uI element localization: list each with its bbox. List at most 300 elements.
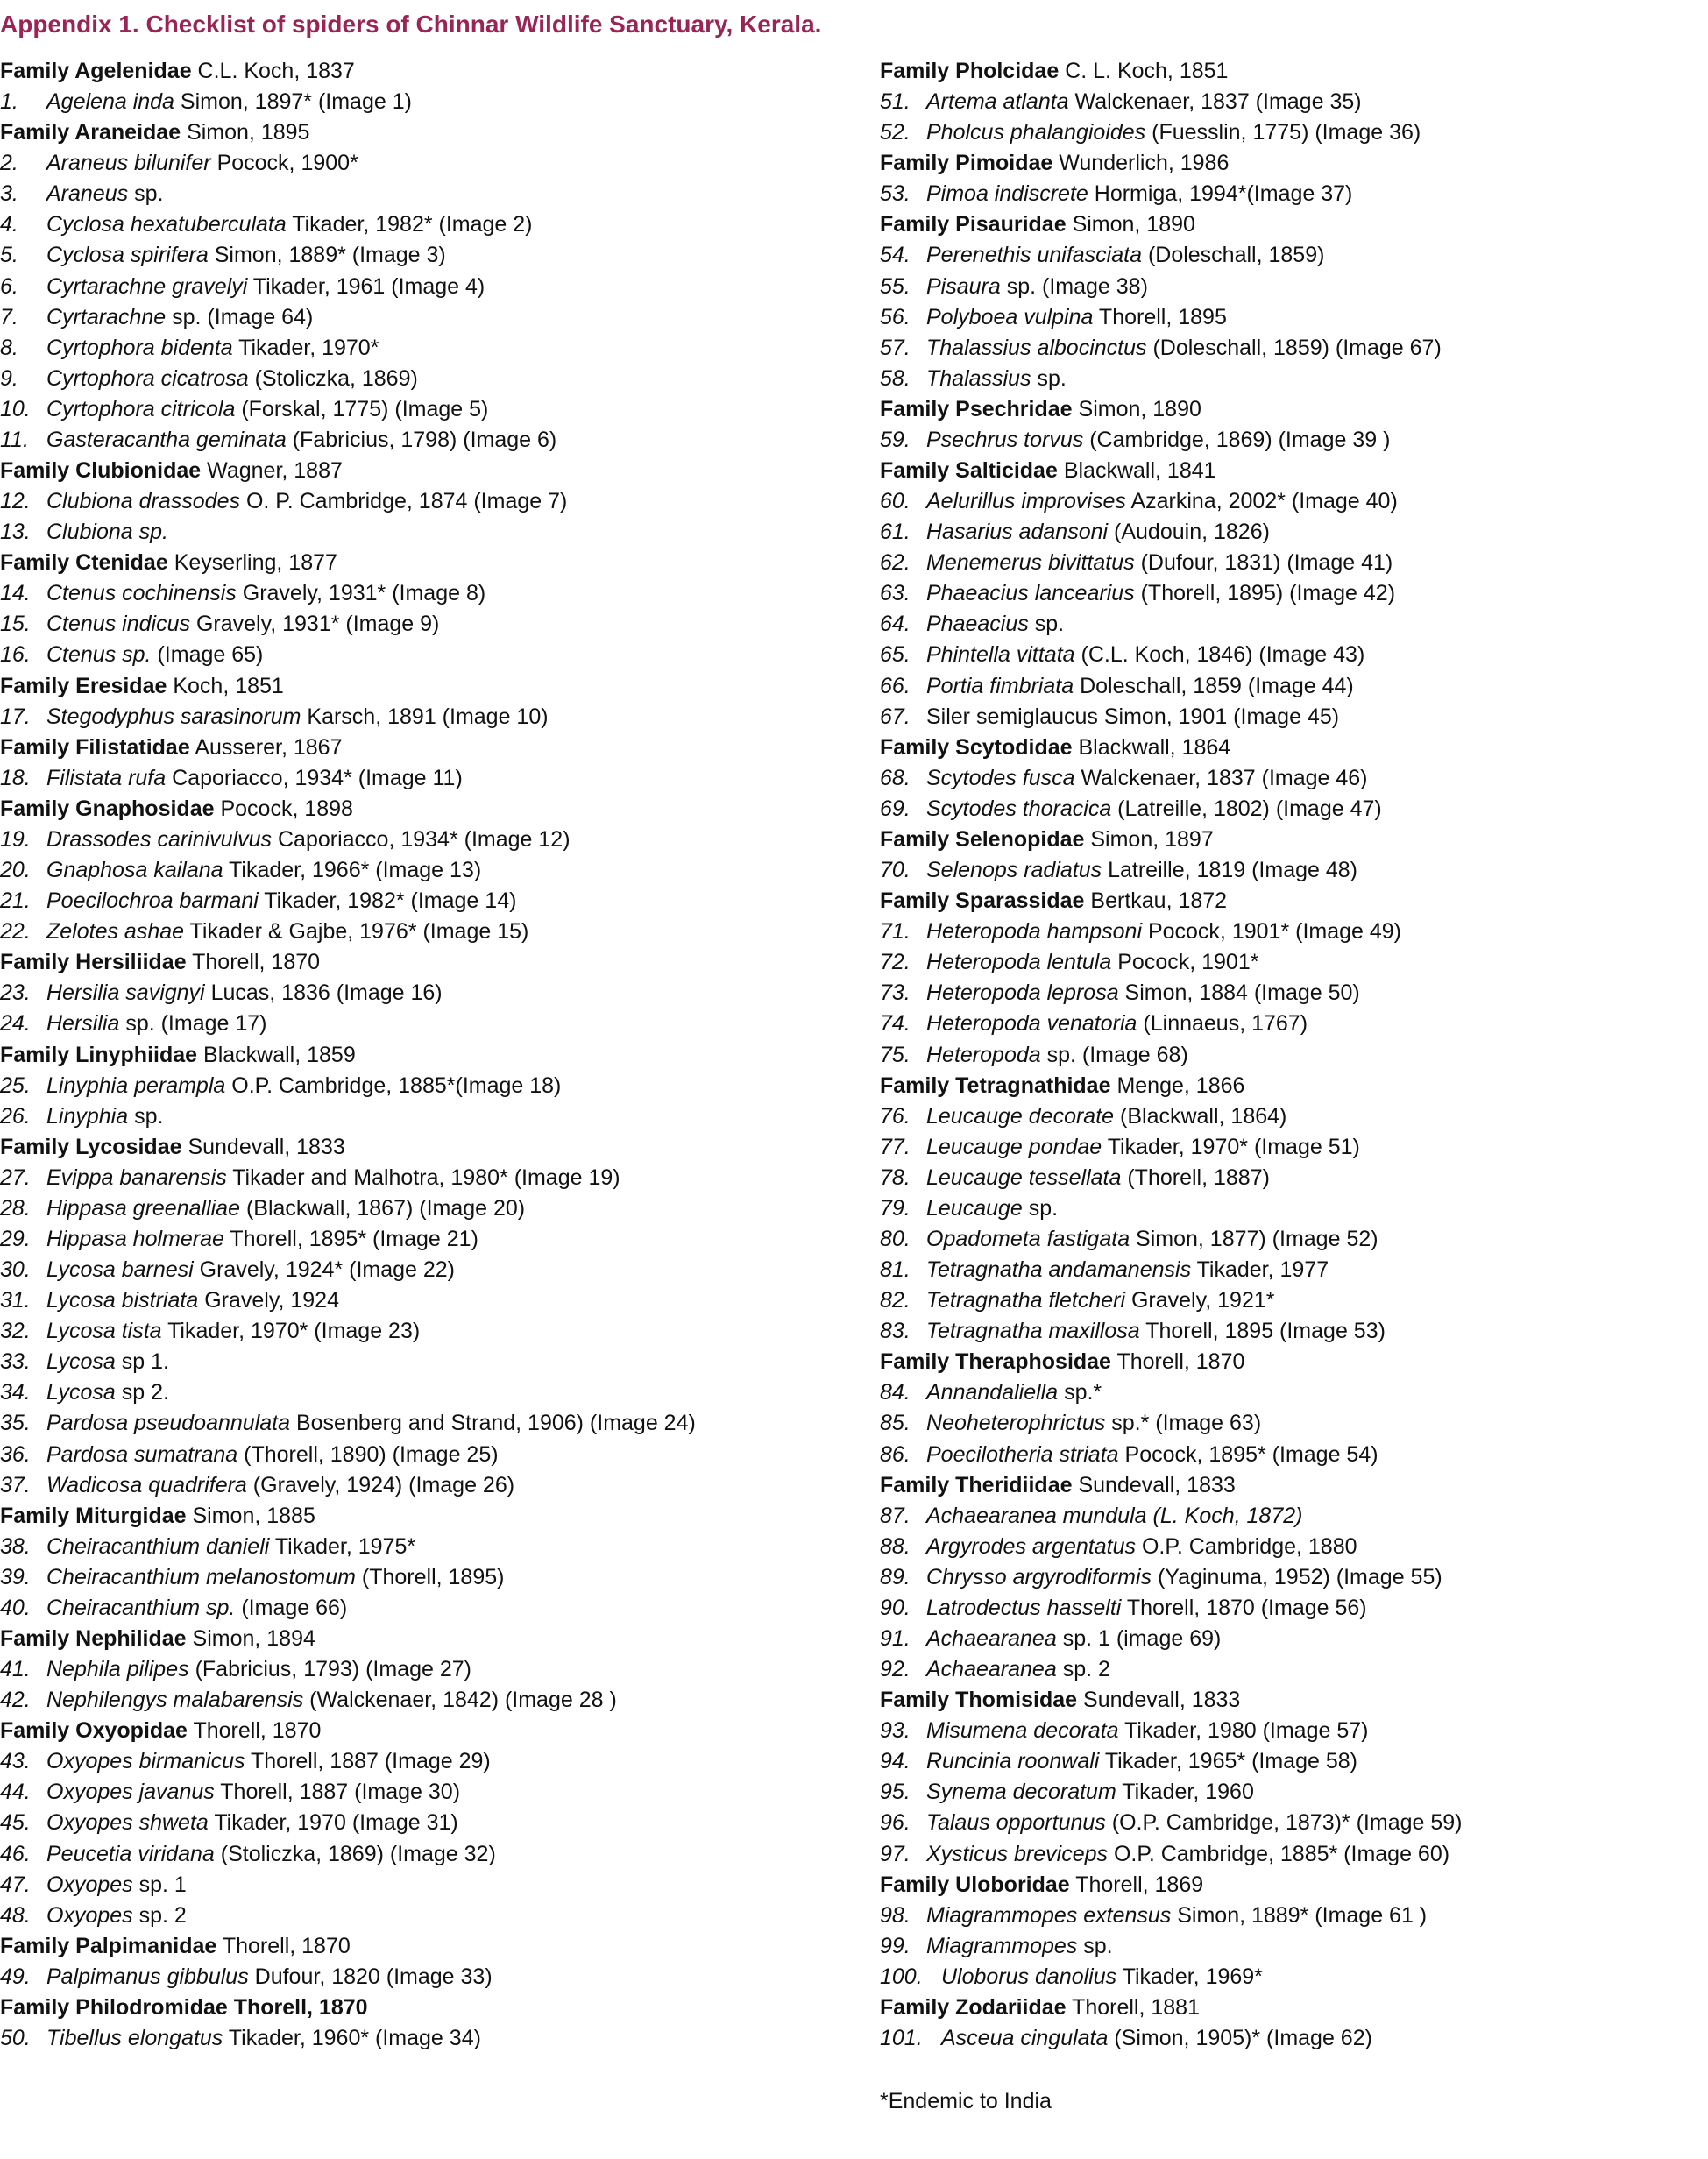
species-number: 23. (0, 980, 31, 1006)
species-entry (880, 1501, 1704, 1532)
species-number: 35. (0, 1411, 31, 1436)
species-entry (880, 1009, 1704, 1039)
family-name: Family Uloboridae (880, 1872, 1070, 1897)
family-authority: Ausserer, 1867 (195, 734, 343, 760)
species-name: Runcinia roonwali (926, 1749, 1100, 1774)
species-entry (0, 640, 868, 670)
species-name: Oxyopes (46, 1902, 133, 1928)
species-authority: Simon, 1889* (Image 3) (214, 243, 446, 268)
species-authority: (Gravely, 1924) (Image 26) (252, 1472, 515, 1497)
species-authority: sp 2. (121, 1380, 169, 1405)
species-name: Tetragnatha fletcheri (926, 1288, 1126, 1313)
species-authority: O.P. Cambridge, 1880 (1141, 1533, 1357, 1559)
species-entry (880, 425, 1704, 456)
species-name: Cyrtarachne gravelyi (46, 273, 248, 299)
species-number: 46. (0, 1841, 31, 1866)
family-heading (880, 456, 1704, 486)
species-authority: Gravely, 1924 (204, 1288, 339, 1313)
species-authority: Thorell, 1887 (Image 30) (220, 1780, 461, 1805)
species-number: 55. (880, 273, 911, 299)
family-heading (0, 1040, 868, 1071)
family-name: Family Zodariidae (880, 1994, 1067, 2020)
species-name: Phaeacius (926, 612, 1029, 637)
species-entry (880, 364, 1704, 394)
species-authority: Thorell, 1895 (1098, 304, 1227, 329)
family-name: Family Oxyopidae (0, 1718, 188, 1744)
species-name: Leucauge (926, 1195, 1023, 1221)
species-authority: Thorell, 1870 (Image 56) (1126, 1595, 1367, 1620)
species-authority: sp. 1 (138, 1872, 187, 1897)
species-authority: Gravely, 1924* (Image 22) (199, 1257, 456, 1283)
species-authority: sp. 1 (image 69) (1062, 1625, 1222, 1651)
species-name: Pardosa sumatrana (46, 1441, 238, 1467)
species-entry (880, 1101, 1704, 1132)
species-authority: Walckenaer, 1837 (Image 46) (1081, 765, 1368, 790)
species-entry (880, 1593, 1704, 1624)
species-name: Selenops radiatus (926, 858, 1102, 883)
species-number: 49. (0, 1964, 31, 1989)
species-name: Portia fimbriata (926, 673, 1074, 698)
family-authority: C. L. Koch, 1851 (1065, 59, 1229, 83)
family-name: Family Salticidae (880, 458, 1058, 484)
species-authority: Tikader, 1965* (Image 58) (1104, 1749, 1357, 1774)
species-number: 52. (880, 120, 911, 145)
family-authority: Thorell, 1869 (1075, 1872, 1204, 1897)
species-name: Zelotes ashae (46, 919, 185, 945)
species-number: 13. (0, 520, 31, 545)
family-name: Family Philodromidae Thorell, 1870 (0, 1994, 368, 2020)
species-name: Gnaphosa kailana (46, 858, 223, 883)
species-number: 74. (880, 1011, 911, 1037)
species-authority: Tikader, 1970* (238, 335, 379, 360)
family-authority: Simon, 1890 (1072, 212, 1195, 237)
species-name: Lycosa barnesi (46, 1257, 194, 1283)
species-entry (0, 148, 868, 179)
species-entry (880, 1040, 1704, 1071)
species-number: 15. (0, 612, 31, 637)
species-name: Aelurillus improvises (926, 489, 1126, 514)
species-entry (0, 1777, 868, 1808)
species-authority: Doleschall, 1859 (Image 44) (1080, 673, 1354, 698)
species-number: 29. (0, 1226, 31, 1251)
family-heading (0, 947, 868, 978)
family-heading (880, 1993, 1704, 2023)
species-authority: Simon, 1897* (Image 1) (180, 89, 412, 115)
species-authority: Gravely, 1921* (1130, 1288, 1275, 1313)
species-number: 60. (880, 489, 911, 514)
family-name: Family Ctenidae (0, 550, 168, 576)
species-authority: (Thorell, 1895) (361, 1564, 505, 1589)
family-heading (880, 1470, 1704, 1501)
species-entry (0, 272, 868, 302)
species-entry (0, 1532, 868, 1562)
family-heading (0, 56, 868, 87)
species-authority: Tikader, 1975* (274, 1533, 416, 1559)
species-entry (880, 609, 1704, 640)
species-name: Leucauge tessellata (926, 1164, 1122, 1190)
species-authority: (Fabricius, 1798) (Image 6) (292, 427, 557, 452)
species-number: 84. (880, 1380, 911, 1405)
species-number: 98. (880, 1902, 911, 1928)
species-name: Oxyopes javanus (46, 1780, 215, 1805)
species-authority: Tikader, 1970* (Image 23) (167, 1319, 421, 1344)
species-name: Misumena decorata (926, 1718, 1119, 1744)
footnote: *Endemic to India (880, 2089, 1052, 2113)
species-entry (880, 1408, 1704, 1439)
family-authority: Wunderlich, 1986 (1059, 151, 1230, 176)
species-number: 78. (880, 1164, 911, 1190)
species-number: 83. (880, 1319, 911, 1344)
species-number: 33. (0, 1349, 31, 1375)
species-name: Cheiracanthium danieli (46, 1533, 270, 1559)
species-authority: Tikader, 1980 (Image 57) (1124, 1718, 1369, 1744)
family-authority: Simon, 1895 (187, 120, 310, 145)
species-number: 50. (0, 2026, 31, 2050)
family-authority: Sundevall, 1833 (1083, 1688, 1241, 1713)
species-authority: Tikader, 1960* (Image 34) (228, 2026, 481, 2050)
species-entry (0, 978, 868, 1009)
species-number: 51. (880, 89, 911, 115)
species-name: Evippa banarensis (46, 1164, 227, 1190)
species-authority: Caporiacco, 1934* (Image 12) (278, 826, 571, 852)
species-entry (880, 1901, 1704, 1931)
family-authority: Thorell, 1881 (1072, 1994, 1200, 2020)
family-heading (880, 148, 1704, 179)
species-authority: (Thorell, 1895) (Image 42) (1140, 581, 1396, 606)
species-name: Phintella vittata (926, 642, 1075, 668)
species-authority: Simon, 1889* (Image 61 ) (1177, 1902, 1428, 1928)
species-entry (0, 1901, 868, 1931)
species-name: Stegodyphus sarasinorum (46, 704, 301, 729)
species-name: Gasteracantha geminata (46, 427, 287, 452)
family-name: Family Clubionidae (0, 458, 202, 484)
species-name: Lycosa (46, 1380, 116, 1405)
species-entry (0, 1470, 868, 1501)
species-number: 101. (880, 2026, 923, 2050)
species-number: 47. (0, 1872, 31, 1897)
species-name: Heteropoda leprosa (926, 980, 1119, 1006)
species-name: Lycosa (46, 1349, 116, 1375)
species-entry (0, 1224, 868, 1255)
species-entry (880, 1285, 1704, 1316)
species-entry (0, 1685, 868, 1716)
species-authority: Tikader, 1970 (Image 31) (214, 1810, 458, 1836)
family-heading (0, 733, 868, 763)
family-heading (0, 671, 868, 702)
family-authority: Blackwall, 1841 (1063, 458, 1216, 484)
species-authority: Tikader & Gajbe, 1976* (Image 15) (189, 919, 529, 945)
species-entry (0, 364, 868, 394)
species-number: 17. (0, 704, 31, 729)
species-authority: (Forskal, 1775) (Image 5) (241, 396, 489, 421)
species-number: 21. (0, 888, 31, 914)
species-authority: Latreille, 1819 (Image 48) (1108, 858, 1357, 883)
species-authority: (Image 66) (241, 1595, 348, 1620)
species-entry (880, 1624, 1704, 1654)
species-name: Phaeacius lancearius (926, 581, 1135, 606)
species-number: 16. (0, 642, 31, 668)
species-number: 20. (0, 858, 31, 883)
species-name: Hippasa greenalliae (46, 1195, 240, 1221)
species-entry (880, 978, 1704, 1009)
species-number: 57. (880, 335, 911, 360)
family-authority: Thorell, 1870 (192, 950, 321, 975)
family-name: Family Theraphosidae (880, 1349, 1111, 1375)
species-entry (880, 1132, 1704, 1163)
species-number: 26. (0, 1103, 31, 1129)
species-name: Argyrodes argentatus (926, 1533, 1137, 1559)
species-authority: sp. (1083, 1933, 1113, 1958)
species-name: Cyrtophora citricola (46, 396, 236, 421)
species-authority: sp. 2 (138, 1902, 187, 1928)
species-authority: sp. (Image 68) (1046, 1042, 1188, 1067)
species-entry (0, 1593, 868, 1624)
family-name: Family Agelenidae (0, 59, 192, 83)
family-authority: Thorell, 1870 (193, 1718, 322, 1744)
family-authority: Thorell, 1870 (1116, 1349, 1245, 1375)
species-number: 7. (0, 304, 18, 329)
checklist-column-left (0, 56, 868, 2054)
species-name: Ctenus indicus (46, 612, 190, 637)
species-entry (0, 240, 868, 271)
species-entry (880, 640, 1704, 670)
species-number: 81. (880, 1257, 911, 1283)
species-name: Hersilia savignyi (46, 980, 205, 1006)
species-name: Miagrammopes extensus (926, 1902, 1172, 1928)
species-number: 14. (0, 581, 31, 606)
species-number: 1. (0, 89, 18, 115)
species-entry (0, 1408, 868, 1439)
species-number: 41. (0, 1657, 31, 1682)
family-heading (0, 117, 868, 148)
species-number: 80. (880, 1226, 911, 1251)
species-authority: Azarkina, 2002* (Image 40) (1130, 489, 1398, 514)
species-name: Pimoa indiscrete (926, 181, 1088, 207)
family-name: Family Hersiliidae (0, 950, 187, 975)
species-number: 5. (0, 243, 18, 268)
species-authority: Thorell, 1887 (Image 29) (250, 1749, 491, 1774)
species-authority: Tikader, 1982* (Image 2) (292, 212, 533, 237)
family-heading (0, 1993, 868, 2023)
species-name: Cyclosa hexatuberculata (46, 212, 287, 237)
species-authority: Pocock, 1900* (216, 151, 358, 176)
species-number: 44. (0, 1780, 31, 1805)
species-entry (880, 548, 1704, 578)
family-heading (880, 1870, 1704, 1901)
species-authority: (Linnaeus, 1767) (1143, 1011, 1308, 1037)
species-authority: Tikader and Malhotra, 1980* (Image 19) (232, 1164, 620, 1190)
family-authority: Sundevall, 1833 (1078, 1472, 1236, 1497)
species-number: 19. (0, 826, 31, 852)
species-authority: Gravely, 1931* (Image 9) (195, 612, 440, 637)
species-name: Clubiona sp. (46, 520, 168, 545)
species-name: Asceua cingulata (941, 2026, 1109, 2050)
species-name: Scytodes thoracica (926, 796, 1112, 821)
species-name: Clubiona drassodes (46, 489, 240, 514)
species-number: 56. (880, 304, 911, 329)
species-authority: O.P. Cambridge, 1885* (Image 60) (1113, 1841, 1450, 1866)
species-authority: (Doleschall, 1859) (Image 67) (1152, 335, 1442, 360)
species-entry (0, 825, 868, 855)
species-entry (880, 1255, 1704, 1285)
family-heading (880, 394, 1704, 425)
species-name: Lycosa tista (46, 1319, 162, 1344)
checklist-column-right (880, 56, 1704, 2054)
family-authority: Bertkau, 1872 (1090, 888, 1228, 914)
species-name: Oxyopes shweta (46, 1810, 209, 1836)
species-authority: (Blackwall, 1867) (Image 20) (245, 1195, 526, 1221)
family-name: Family Nephilidae (0, 1625, 187, 1651)
species-authority: Tikader, 1969* (1122, 1964, 1263, 1989)
species-entry (880, 1224, 1704, 1255)
species-number: 66. (880, 673, 911, 698)
species-name: Oxyopes birmanicus (46, 1749, 245, 1774)
family-name: Family Lycosidae (0, 1134, 182, 1159)
species-authority: (Stoliczka, 1869) (Image 32) (220, 1841, 496, 1866)
family-name: Family Filistatidae (0, 734, 190, 760)
family-heading (880, 1071, 1704, 1101)
species-number: 82. (880, 1288, 911, 1313)
species-entry (0, 1071, 868, 1101)
species-number: 79. (880, 1195, 911, 1221)
species-authority: (Image 65) (157, 642, 264, 668)
species-entry (0, 1962, 868, 1993)
species-name: Linyphia (46, 1103, 129, 1129)
family-authority: Koch, 1851 (173, 673, 284, 698)
species-entry (880, 1562, 1704, 1593)
family-heading (880, 1347, 1704, 1377)
family-authority: Simon, 1897 (1090, 826, 1214, 852)
species-number: 42. (0, 1688, 31, 1713)
species-entry (880, 1962, 1704, 1993)
species-number: 59. (880, 427, 911, 452)
species-authority: sp. (Image 17) (125, 1011, 267, 1037)
species-name: Synema decoratum (926, 1780, 1116, 1805)
family-name: Family Thomisidae (880, 1688, 1078, 1713)
species-number: 37. (0, 1472, 31, 1497)
species-entry (0, 1746, 868, 1777)
species-entry (880, 333, 1704, 364)
species-entry (0, 1316, 868, 1347)
species-number: 3. (0, 181, 18, 207)
species-entry (880, 1193, 1704, 1224)
species-number: 58. (880, 365, 911, 391)
species-authority: Tikader, 1970* (Image 51) (1107, 1134, 1360, 1159)
species-authority: sp.* (Image 63) (1111, 1411, 1262, 1436)
species-entry (0, 702, 868, 733)
family-authority: Simon, 1894 (192, 1625, 315, 1651)
species-authority: sp. 2 (1062, 1657, 1110, 1682)
species-number: 71. (880, 919, 911, 945)
species-number: 90. (880, 1595, 911, 1620)
species-name: Thalassius (926, 365, 1031, 391)
species-entry (0, 1870, 868, 1901)
species-number: 85. (880, 1411, 911, 1436)
species-name: Pisaura (926, 273, 1001, 299)
family-authority: Blackwall, 1864 (1078, 734, 1231, 760)
species-authority: sp. (134, 181, 164, 207)
species-authority: Tikader, 1960 (1122, 1780, 1254, 1805)
species-name: Psechrus torvus (926, 427, 1084, 452)
species-name: Peucetia viridana (46, 1841, 215, 1866)
species-name: Chrysso argyrodiformis (926, 1564, 1152, 1589)
species-name: Heteropoda hampsoni (926, 919, 1142, 945)
species-entry (0, 1163, 868, 1193)
species-authority: (Latreille, 1802) (Image 47) (1117, 796, 1382, 821)
species-number: 95. (880, 1780, 911, 1805)
species-entry (880, 671, 1704, 702)
species-authority: Gravely, 1931* (Image 8) (242, 581, 486, 606)
species-name: Talaus opportunus (926, 1810, 1106, 1836)
species-entry (880, 1532, 1704, 1562)
species-authority: sp. (Image 64) (172, 304, 314, 329)
family-authority: Thorell, 1870 (222, 1933, 351, 1958)
species-name: Achaearanea (926, 1625, 1057, 1651)
species-entry (0, 917, 868, 947)
species-entry (880, 917, 1704, 947)
species-number: 8. (0, 335, 18, 360)
species-entry (0, 1808, 868, 1838)
species-name: Latrodectus hasselti (926, 1595, 1122, 1620)
family-heading (880, 886, 1704, 917)
species-name: Tetragnatha andamanensis (926, 1257, 1192, 1283)
species-number: 77. (880, 1134, 911, 1159)
family-authority: Menge, 1866 (1116, 1072, 1245, 1098)
species-entry (0, 1562, 868, 1593)
page-title: Appendix 1. Checklist of spiders of Chinnar Wildlife Sanctuary, Kerala. (0, 11, 822, 38)
species-authority: (O.P. Cambridge, 1873)* (Image 59) (1111, 1810, 1463, 1836)
species-authority: (Audouin, 1826) (1114, 520, 1270, 545)
family-name: Family Theridiidae (880, 1472, 1073, 1497)
species-authority: O.P. Cambridge, 1885*(Image 18) (231, 1072, 562, 1098)
species-authority: Simon, 1877) (Image 52) (1136, 1226, 1378, 1251)
species-name: Achaearanea mundula (L. Koch, 1872) (926, 1503, 1303, 1528)
species-number: 76. (880, 1103, 911, 1129)
family-name: Family Sparassidae (880, 888, 1085, 914)
species-name: Ctenus sp. (46, 642, 152, 668)
species-name: Pholcus phalangioides (926, 120, 1146, 145)
family-name: Family Gnaphosidae (0, 796, 215, 821)
species-number: 89. (880, 1564, 911, 1589)
species-authority: Karsch, 1891 (Image 10) (307, 704, 549, 729)
species-entry (880, 2023, 1704, 2054)
species-name: Cheiracanthium sp. (46, 1595, 236, 1620)
species-number: 22. (0, 919, 31, 945)
species-entry (0, 209, 868, 240)
species-number: 32. (0, 1319, 31, 1344)
species-entry (0, 1377, 868, 1408)
species-number: 96. (880, 1810, 911, 1836)
species-entry (880, 272, 1704, 302)
species-entry (0, 1255, 868, 1285)
species-authority: (Yaginuma, 1952) (Image 55) (1157, 1564, 1442, 1589)
family-name: Family Selenopidae (880, 826, 1085, 852)
species-entry (0, 2023, 868, 2054)
species-number: 28. (0, 1195, 31, 1221)
family-authority: Wagner, 1887 (207, 458, 343, 484)
species-name: Miagrammopes (926, 1933, 1078, 1958)
species-name: Filistata rufa (46, 765, 167, 790)
species-authority: (Dufour, 1831) (Image 41) (1140, 550, 1393, 576)
family-authority: Sundevall, 1833 (188, 1134, 345, 1159)
species-name: Agelena inda (46, 89, 174, 115)
species-name: Drassodes carinivulvus (46, 826, 273, 852)
species-number: 9. (0, 365, 18, 391)
species-name: Neoheterophrictus (926, 1411, 1106, 1436)
family-name: Family Pholcidae (880, 59, 1060, 83)
species-name: Pardosa pseudoannulata (46, 1411, 291, 1436)
species-entry (0, 517, 868, 548)
